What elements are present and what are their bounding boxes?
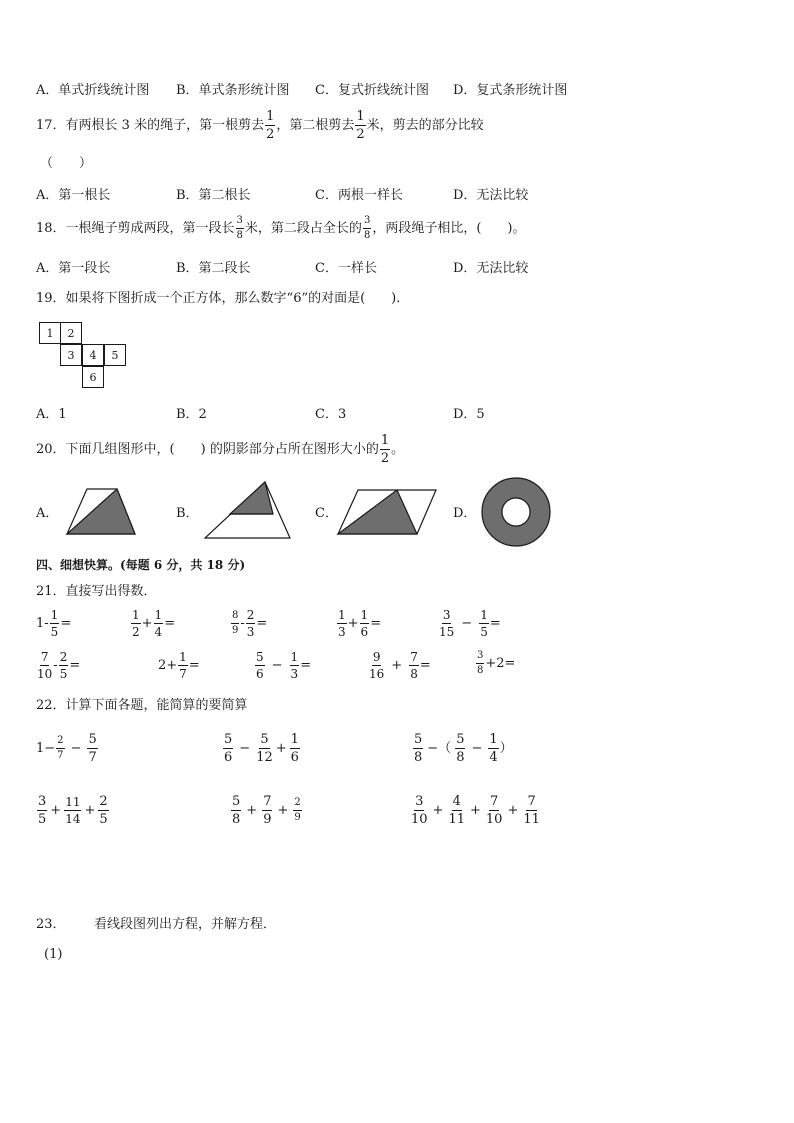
fraction [290,733,300,764]
q17-option-a[interactable]: A．第一根长 [36,188,111,203]
fraction-denominator: 16 [369,667,385,681]
fraction-numerator: 8 [231,611,239,624]
fraction [455,733,465,764]
fraction-numerator: 1 [380,433,390,448]
fraction [409,651,419,680]
fraction-numerator: 1 [266,109,275,124]
fraction [413,733,423,764]
net-cell-5: 5 [104,344,126,366]
fraction-denominator: 11 [523,812,540,827]
fraction-numerator: 1 [290,650,299,664]
expr-operator: - [53,658,58,673]
fraction [64,796,81,825]
q17-fraction-1 [265,110,275,141]
fraction [256,733,273,764]
q20-option-a[interactable]: A． [36,506,59,521]
fraction [255,651,265,680]
fraction-numerator: 1 [290,732,299,747]
q16-option-d[interactable]: D．复式条形统计图 [453,83,568,98]
fraction [231,795,241,826]
expr-text: 1- [36,616,49,631]
fraction-denominator: 9 [294,812,301,823]
fraction-denominator: 5 [99,812,108,827]
q21-expr-4 [336,609,381,638]
fraction-numerator: 7 [490,794,499,809]
expr-operator: + [391,658,403,673]
expr-operator: + [470,803,481,818]
fraction-denominator: 5 [59,667,68,681]
fraction-numerator: 1 [360,608,369,622]
fraction-numerator: 3 [442,608,451,622]
q22-problem-3 [412,733,513,764]
fraction-denominator: 4 [489,750,498,765]
expr-operator: −（ [427,741,452,756]
fraction [223,733,233,764]
q20-fraction [380,434,390,465]
fraction-numerator: 1 [132,608,140,622]
expr-operator: - [240,616,245,631]
q17-text-suffix: 米，剪去的部分比较 [366,118,484,133]
fraction [131,609,141,638]
q23-question: 看线段图列出方程，并解方程． [94,917,277,932]
q19-option-d[interactable]: D．5 [453,407,485,422]
expr-operator: − [239,741,251,756]
expr-operator: + [277,803,289,818]
fraction-denominator: 11 [448,812,465,827]
expr-operator: − [70,741,82,756]
q22-problem-6 [410,795,541,826]
figure-d-ring [482,478,550,546]
q18-text-mid: 米，第二段占全长的 [244,221,362,236]
expr-operator: + [507,803,519,818]
net-cell-3: 3 [60,344,82,366]
q21-expr-6 [36,651,80,680]
expr-text: = [60,616,72,631]
q20-option-d[interactable]: D． [453,506,477,521]
fraction [56,736,64,761]
fraction-numerator: 7 [527,794,536,809]
fraction-denominator: 8 [363,230,371,241]
q21-expr-5 [438,609,501,638]
fraction-denominator: 3 [290,667,299,681]
net-cell-6: 6 [82,366,104,388]
q17-option-d[interactable]: D．无法比较 [453,188,529,203]
fraction-numerator: 3 [415,794,424,809]
q17-option-c[interactable]: C．两根一样长 [315,188,403,203]
fraction-denominator: 10 [411,812,428,827]
fraction-denominator: 8 [410,667,418,681]
q18-fraction-2 [363,216,371,241]
fraction-numerator: 4 [452,794,461,809]
fraction-denominator: 8 [414,750,423,765]
figure-a-trapezoid [67,489,135,534]
q21-expr-7 [158,651,200,680]
fraction [59,651,69,680]
fraction-denominator: 8 [232,812,241,827]
fraction-denominator: 7 [57,750,64,761]
fraction-denominator: 7 [179,667,187,681]
fraction-denominator: 4 [154,625,163,639]
fraction-numerator: 5 [256,650,264,664]
expr-text: = [164,616,176,631]
expr-operator: + [246,803,258,818]
q22-title: 22．计算下面各题，能简算的要简算 [36,698,248,713]
fraction [50,609,60,638]
expr-operator: − [461,616,473,631]
expr-text: 2+ [158,658,178,673]
expr-operator: − [271,658,283,673]
q20-text-suffix: 。 [391,442,405,457]
fraction [448,795,465,826]
q19-option-c[interactable]: C．3 [315,407,347,422]
fraction [290,651,300,680]
q20-text-prefix: 20．下面几组图形中，( ) 的阴影部分占所在图形大小的 [36,442,379,457]
expr-operator: + [432,803,444,818]
expr-text: = [256,616,268,631]
fraction [486,795,503,826]
fraction-numerator: 2 [246,608,255,622]
q21-expr-2 [130,609,175,638]
q18-question [36,216,525,241]
q21-expr-3 [230,609,267,638]
fraction-numerator: 11 [65,795,81,809]
fraction-denominator: 7 [88,750,97,765]
fraction-numerator: 3 [38,794,47,809]
figure-c-parallelogram [338,490,436,534]
fraction [439,609,454,638]
fraction-numerator: 7 [410,650,418,664]
expr-text: = [69,658,81,673]
fraction-denominator: 2 [132,625,140,639]
fraction-denominator: 2 [356,127,365,142]
fraction-denominator: 9 [232,625,239,636]
fraction [488,733,498,764]
fraction-numerator: 1 [50,608,59,622]
fraction-numerator: 1 [480,608,488,622]
fraction [360,609,370,638]
expr-operator: + [50,803,62,818]
fraction-denominator: 5 [50,625,59,639]
fraction-numerator: 3 [363,216,371,229]
fraction [411,795,428,826]
fraction [154,609,164,638]
q18-option-c[interactable]: C．一样长 [315,261,377,276]
expr-text: = [489,616,501,631]
expr-operator: + [141,616,153,631]
fraction [246,609,256,638]
fraction-denominator: 12 [256,750,273,765]
fraction-denominator: 10 [37,667,53,681]
q22-problem-5 [230,795,303,826]
fraction [231,611,239,636]
fraction-numerator: 7 [263,794,272,809]
expr-operator: − [471,741,483,756]
fraction-numerator: 2 [293,798,301,811]
figure-b-triangle [205,482,290,538]
fraction-denominator: 6 [290,750,299,765]
fraction-denominator: 10 [485,812,503,827]
q17-text-mid: ，第二根剪去 [276,118,355,133]
q18-option-d[interactable]: D．无法比较 [453,261,529,276]
expr-text: 1− [36,741,56,756]
fraction-denominator: 2 [266,127,275,142]
expr-operator: + [347,616,359,631]
fraction [479,609,489,638]
fraction [476,651,484,676]
fraction-numerator: 2 [56,736,64,749]
fraction-numerator: 3 [476,651,484,664]
fraction-denominator: 2 [380,451,390,466]
fraction-denominator: 5 [38,812,47,827]
q20-question [36,434,404,465]
fraction-numerator: 1 [489,732,498,747]
fraction-numerator: 1 [356,109,365,124]
fraction-numerator: 1 [179,650,187,664]
q21-expr-10 [475,651,515,676]
fraction-numerator: 5 [414,732,423,747]
fraction [87,733,97,764]
q23-number: 23． [36,917,66,932]
fraction [37,795,47,826]
fraction-denominator: 6 [256,667,264,681]
fraction-denominator: 9 [263,812,272,827]
fraction-denominator: 8 [236,230,243,241]
fraction [98,795,108,826]
fraction-denominator: 6 [360,625,369,639]
fraction-numerator: 9 [372,650,381,664]
expr-text: = [419,658,431,673]
expr-text: = [188,658,200,673]
fraction-denominator: 6 [224,750,233,765]
q21-expr-1 [36,609,71,638]
q18-option-a[interactable]: A．第一段长 [36,261,111,276]
q23-subpart-1: (1) [44,947,63,962]
fraction [337,609,347,638]
q17-fraction-2 [355,110,365,141]
expr-text: +2= [485,656,516,671]
fraction-numerator: 5 [88,732,97,747]
fraction-denominator: 5 [480,625,488,639]
q21-title: 21．直接写出得数． [36,584,157,599]
q18-option-b[interactable]: B．第二段长 [176,261,251,276]
fraction-numerator: 5 [260,732,269,747]
q16-option-b[interactable]: B．单式条形统计图 [176,83,290,98]
fraction-numerator: 1 [154,608,163,622]
q17-option-b[interactable]: B．第二根长 [176,188,251,203]
expr-text: ） [499,741,513,756]
fraction-numerator: 1 [338,608,346,622]
fraction [37,651,52,680]
fraction-denominator: 8 [477,665,484,676]
fraction-numerator: 2 [59,650,68,664]
net-cell-1: 1 [39,322,61,344]
q20-option-b[interactable]: B． [176,506,199,521]
fraction [178,651,188,680]
section-4-title: 四、细想快算。(每题 6 分，共 18 分) [36,558,246,572]
q22-problem-4 [36,795,110,826]
q22-problem-2 [222,733,301,764]
fraction-numerator: 3 [236,216,244,229]
expr-operator: + [275,741,287,756]
q19-option-a[interactable]: A．1 [36,407,67,422]
fraction-denominator: 3 [338,625,346,639]
q21-expr-8 [254,651,311,680]
q22-problem-1 [36,733,99,764]
q19-question: 19．如果将下图折成一个正方体，那么数字“6”的对面是( )． [36,291,410,306]
fraction [369,651,384,680]
q19-option-b[interactable]: B．2 [176,407,207,422]
fraction-denominator: 15 [439,625,455,639]
net-cell-2: 2 [60,322,82,344]
fraction [262,795,272,826]
net-cell-4: 4 [82,344,104,366]
fraction-numerator: 5 [456,732,465,747]
fraction-denominator: 8 [456,750,465,765]
q17-text-prefix: 17．有两根长 3 米的绳子，第一根剪去 [36,118,265,133]
q17-question [36,110,484,141]
expr-operator: + [84,803,96,818]
fraction-numerator: 5 [232,794,241,809]
q18-text-suffix: ，两段绳子相比，( )。 [372,221,526,236]
fraction-denominator: 3 [246,625,255,639]
fraction-numerator: 2 [99,794,108,809]
expr-text: = [370,616,382,631]
fraction-numerator: 7 [40,650,49,664]
q21-expr-9 [368,651,431,680]
expr-text: = [300,658,312,673]
fraction [523,795,540,826]
fraction [293,798,301,823]
fraction-denominator: 14 [65,812,81,826]
fraction-numerator: 5 [224,732,233,747]
q17-answer-paren: （ ） [40,156,93,171]
q20-option-c[interactable]: C． [315,506,338,521]
q16-option-c[interactable]: C．复式折线统计图 [315,83,429,98]
q18-fraction-1 [236,216,244,241]
q18-text-prefix: 18．一根绳子剪成两段，第一段长 [36,221,235,236]
q16-option-a[interactable]: A．单式折线统计图 [36,83,150,98]
